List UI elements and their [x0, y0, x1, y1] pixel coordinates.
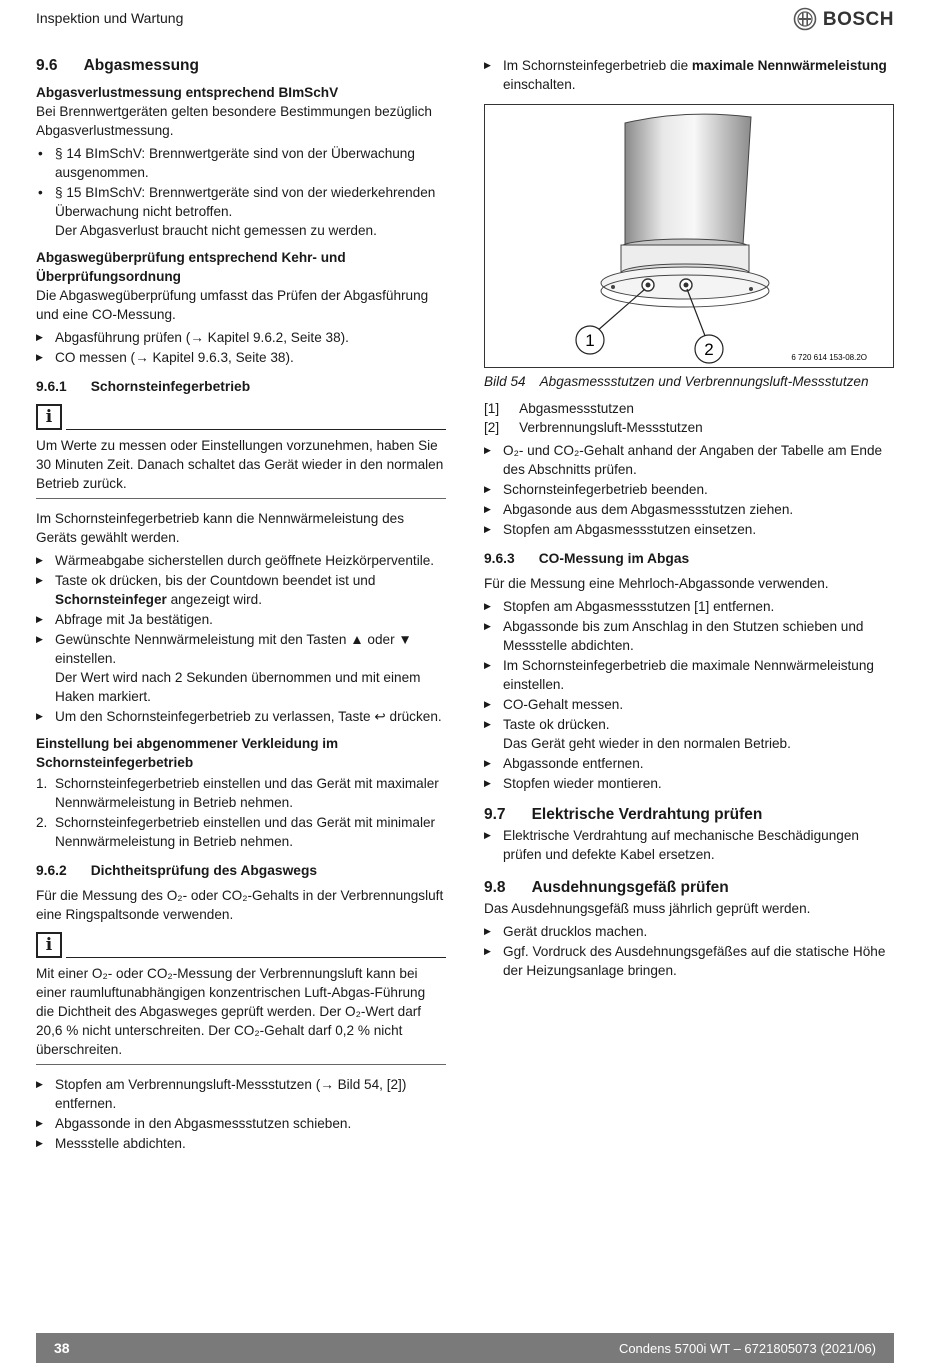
brand-name: BOSCH: [822, 8, 894, 30]
list-item: ▶ Taste ok drücken, bis der Countdown beendet ist und Schornsteinfeger angezeigt wird.: [36, 571, 446, 609]
section-heading: 9.8 Ausdehnungsgefäß prüfen: [484, 879, 729, 896]
info-text: Mit einer O₂- oder CO₂-Messung der Verbrennungsluft kann bei einer raumluftunabhängigen konzentrischen Luft-Abgas-Führung die Dichtheit des Abgasweges geprüft werden. Der O₂-Wert darf 20,6 % nicht unterschreiten. Der CO₂-Gehalt darf 0,2 % nicht überschreiten.: [36, 966, 426, 1057]
list-item: ▶ Um den Schornsteinfegerbetrieb zu verlassen, Taste ↩ drücken.: [36, 707, 446, 726]
list-item: ▶ CO messen (→ Kapitel 9.6.3, Seite 38).: [36, 348, 446, 367]
list-item: • § 15 BImSchV: Brennwertgeräte sind von der wiederkehrenden Überwachung nicht betroffen. Der Abgasverlust braucht nicht gemessen zu werden.: [36, 183, 446, 240]
list-item: ▶ Abgasonde aus dem Abgasmessstutzen ziehen.: [484, 500, 894, 519]
list-item: ▶ Abgasführung prüfen (→ Kapitel 9.6.2, Seite 38).: [36, 328, 446, 347]
subheading: Abgaswegüberprüfung entsprechend Kehr- und Überprüfungsordnung: [36, 250, 346, 284]
list-item: ▶ Abgassonde entfernen.: [484, 754, 894, 773]
running-header: Inspektion und Wartung: [36, 10, 184, 26]
list-item: ▶ O₂- und CO₂-Gehalt anhand der Angaben der Tabelle am Ende des Abschnitts prüfen.: [484, 441, 894, 479]
callout-1: 1: [585, 331, 595, 350]
callout-2: 2: [704, 340, 714, 359]
subsection-heading: 9.6.3 CO-Messung im Abgas: [484, 551, 690, 566]
paragraph: Für die Messung eine Mehrloch-Abgassonde verwenden.: [484, 576, 829, 591]
paragraph: Für die Messung des O₂- oder CO₂-Gehalts in der Verbrennungsluft eine Ringspaltsonde verwenden.: [36, 888, 444, 922]
flue-pipe-illustration: [485, 105, 893, 367]
list-item: ▶ Abgassonde bis zum Anschlag in den Stutzen schieben und Messstelle abdichten.: [484, 617, 894, 655]
page-footer: [36, 1333, 894, 1363]
list-item: 2. Schornsteinfegerbetrieb einstellen und das Gerät mit minimaler Nennwärmeleistung in Betrieb nehmen.: [36, 815, 436, 849]
figure-legend: [484, 399, 894, 437]
figure-caption: Bild 54 Abgasmessstutzen und Verbrennungsluft-Messstutzen: [484, 374, 869, 389]
figure-code: 6 720 614 153-08.2O: [791, 353, 867, 362]
right-column: [484, 56, 894, 981]
page-number: 38: [54, 1339, 70, 1356]
paragraph: Im Schornsteinfegerbetrieb kann die Nennwärmeleistung des Geräts gewählt werden.: [36, 511, 404, 545]
subheading: Abgasverlustmessung entsprechend BImSchV: [36, 85, 339, 100]
step-list: [484, 597, 894, 793]
list-item: ▶ Elektrische Verdrahtung auf mechanische Beschädigungen prüfen und defekte Kabel ersetzen.: [484, 826, 894, 864]
info-box: [36, 404, 446, 499]
section-heading: 9.6 Abgasmessung: [36, 57, 199, 74]
legend-item: [2] Verbrennungsluft-Messstutzen: [484, 420, 703, 435]
step-list: [484, 441, 894, 539]
step-list: [36, 328, 446, 367]
list-item: • § 14 BImSchV: Brennwertgeräte sind von der Überwachung ausgenommen.: [36, 144, 446, 182]
list-item: ▶ Abgassonde in den Abgasmessstutzen schieben.: [36, 1114, 446, 1133]
section-heading: 9.7 Elektrische Verdrahtung prüfen: [484, 806, 763, 823]
step-list: [484, 56, 894, 94]
list-item: ▶ Gewünschte Nennwärmeleistung mit den Tasten ▲ oder ▼ einstellen. Der Wert wird nach 2 Sekunden übernommen und mit einem Haken markiert.: [36, 630, 446, 706]
step-list: [484, 922, 894, 980]
paragraph: Das Ausdehnungsgefäß muss jährlich geprüft werden.: [484, 901, 811, 916]
legend-item: [1] Abgasmessstutzen: [484, 401, 634, 416]
list-item: ▶ Stopfen am Abgasmessstutzen einsetzen.: [484, 520, 894, 539]
info-icon: i: [36, 932, 62, 958]
list-item: ▶ Im Schornsteinfegerbetrieb die maximale Nennwärmeleistung einstellen.: [484, 656, 894, 694]
bosch-logo: [793, 7, 894, 31]
bullet-list: [36, 144, 446, 240]
subheading: Einstellung bei abgenommener Verkleidung im Schornsteinfegerbetrieb: [36, 736, 339, 770]
info-text: Um Werte zu messen oder Einstellungen vorzunehmen, haben Sie 30 Minuten Zeit. Danach schaltet das Gerät wieder in den normalen Betrieb zurück.: [36, 438, 444, 491]
list-item: ▶ Gerät drucklos machen.: [484, 922, 894, 941]
numbered-list: [36, 774, 446, 851]
document-id: Condens 5700i WT – 6721805073 (2021/06): [618, 1340, 876, 1356]
bosch-armature-icon: [793, 7, 817, 31]
step-list: [484, 826, 894, 864]
list-item: ▶ Taste ok drücken. Das Gerät geht wieder in den normalen Betrieb.: [484, 715, 894, 753]
list-item: ▶ Stopfen am Verbrennungsluft-Messstutzen (→ Bild 54, [2]) entfernen.: [36, 1075, 446, 1113]
list-item: ▶ Stopfen wieder montieren.: [484, 774, 894, 793]
step-list: [36, 551, 446, 726]
subsection-heading: 9.6.1 Schornsteinfegerbetrieb: [36, 379, 251, 394]
step-list: [36, 1075, 446, 1153]
list-item: ▶ Im Schornsteinfegerbetrieb die maximale Nennwärmeleistung einschalten.: [484, 56, 894, 94]
paragraph: Die Abgaswegüberprüfung umfasst das Prüfen der Abgasführung und eine CO-Messung.: [36, 288, 429, 322]
info-box: [36, 932, 446, 1065]
list-item: ▶ Wärmeabgabe sicherstellen durch geöffnete Heizkörperventile.: [36, 551, 446, 570]
list-item: ▶ Schornsteinfegerbetrieb beenden.: [484, 480, 894, 499]
paragraph: Bei Brennwertgeräten gelten besondere Bestimmungen bezüglich Abgasverlustmessung.: [36, 104, 432, 138]
subsection-heading: 9.6.2 Dichtheitsprüfung des Abgaswegs: [36, 863, 318, 878]
list-item: 1. Schornsteinfegerbetrieb einstellen und das Gerät mit maximaler Nennwärmeleistung in Betrieb nehmen.: [36, 776, 439, 810]
list-item: ▶ CO-Gehalt messen.: [484, 695, 894, 714]
left-column: [36, 56, 446, 1154]
list-item: ▶ Messstelle abdichten.: [36, 1134, 446, 1153]
list-item: ▶ Abfrage mit Ja bestätigen.: [36, 610, 446, 629]
figure-flue-connection: [484, 104, 894, 368]
info-icon: i: [36, 404, 62, 430]
list-item: ▶ Ggf. Vordruck des Ausdehnungsgefäßes auf die statische Höhe der Heizungsanlage bringen.: [484, 942, 894, 980]
list-item: ▶ Stopfen am Abgasmessstutzen [1] entfernen.: [484, 597, 894, 616]
